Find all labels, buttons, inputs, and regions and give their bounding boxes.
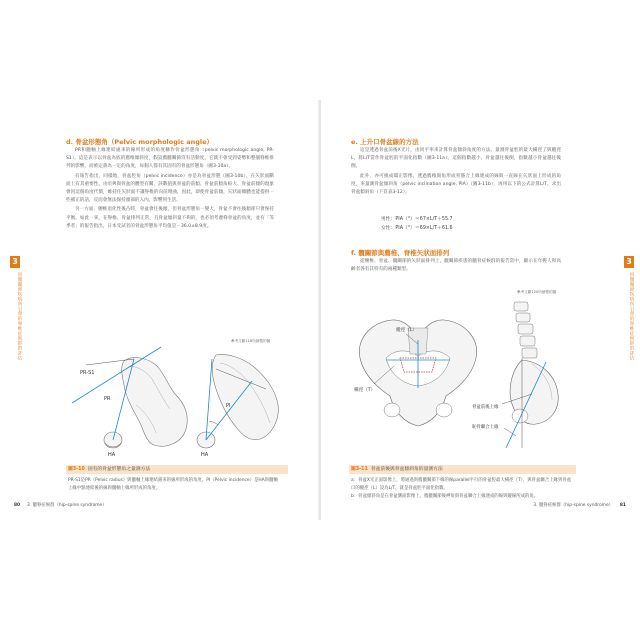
left-figure-source: 參考文獻116所繪製的圖 bbox=[231, 339, 271, 343]
right-paragraph-1: 這是透過骨盆前後X光片，由同平率來計算骨盆傾斜角度的方法。量測骨盆腔的最大橫徑了與縱徑L，將L/T當作骨盆腔的平面化指數（圖3-11a）。這個指數越小，骨盆越往後倒，指數越小骨盆越往後倒。 bbox=[351, 148, 561, 170]
frontal-pelvis-drawing bbox=[354, 320, 477, 426]
right-figure-note-b: b：骨盆傾斜角是在骨盆側面影像上，薦髖關節後岬角與骨盆聯合上緣連成的線與縱線所成的角。 bbox=[351, 494, 539, 499]
left-side-vertical-text: 因髖關節疾病所引發的脊椎症候群的評估 bbox=[17, 272, 22, 361]
right-figure-source: 參考文獻120所繪製的圖 bbox=[517, 290, 557, 294]
right-paragraph-3: 從腰椎、骨盆、髖關節的矢狀面排列上，髖關節疾患的髖骨症候群的報告當中，顯示在年輕人和高齡者各有其特有的兩種類型。 bbox=[351, 259, 561, 273]
left-paragraph-2: 有報告指出，同樣地，骨盆腔角（pelvic incidence）亦是為骨盆形態（圖3-10b），在矢狀面斷面上有其重要性。由於PI與骨盆的體型有關，該數值與骨盆的前傾、骨盆前傾角較大、骨盆前傾的現象會因這個角度代償，維持住矢狀面不讓脊椎的向前彎曲，因此，即使骨盆前傾，矢狀面總體也能提供一些補正的話，反而會無法保持頭部的入內，影響到生活。 bbox=[66, 173, 274, 204]
right-page bbox=[321, 100, 634, 520]
left-page bbox=[6, 100, 319, 520]
ha-vertical-line bbox=[206, 359, 212, 440]
left-paragraph-3: 另一方面，腰椎退化性後凸時，骨盆會往後傾，但骨盆形態角一變大，骨盆不會往後傾卻只會保持平衡。如此一來，在脊椎、骨盆排列正常，且骨盆傾斜量不夠的，也必須考慮脊骨盆的角度，並有「等季者」的報告指出，日本受試者的骨盆形態角平均值是－36.0±8.9度。 bbox=[66, 207, 274, 229]
left-chapter-tab: 3 bbox=[10, 256, 20, 268]
formula-female: 女性：PIA（°）＝69×L/T＋61.6 bbox=[381, 225, 453, 231]
book-spread bbox=[6, 100, 634, 520]
label-pr: PR bbox=[104, 396, 111, 402]
right-footer bbox=[533, 502, 626, 508]
left-body-text bbox=[66, 147, 274, 232]
label-pr-s1: PR-S1 bbox=[80, 370, 95, 376]
left-figure-caption bbox=[66, 465, 288, 474]
right-figure-note-a: a：骨盆X光正面影像上，將通過與薦髖關節下緣的線parallel平行的骨盆腔最大橫徑（T），與骨盆聯合上緣到骨盆口的縱徑（L）設為L/T，就是骨盆腔平面化指數。 bbox=[351, 478, 572, 491]
label-longitudinal: 縱徑（L） bbox=[396, 328, 417, 333]
right-body-text-2 bbox=[351, 258, 561, 275]
left-figure-note: PR-S1是PR（Pelvic radius）與髖軸上緣連結處來的線所形成的角度。PI（Pelvic incidence）是HA與髖軸上緣中點連結後的線與髖軸上緣所形成的角度。 bbox=[68, 478, 278, 491]
lateral-spine-pelvis-drawing bbox=[472, 302, 558, 448]
left-footer-title: 3. 髖脊症候群（hip-spine syndrome） bbox=[26, 503, 107, 508]
left-paragraph-1: PR和髖軸上緣連結處來的線所形成的角度稱作骨盆形態角（pelvic morphologic angle, PR-S1）。這是表示以骨盆為底的薦椎傾斜度，假設薦髖關節沒有活動度，它就不會受到姿勢和整個脊椎排列的影響，而被定義為一定的角度，每個人都有其固有的骨盆形態角（圖3-10a）。 bbox=[66, 148, 274, 170]
label-ha-right: HA bbox=[201, 452, 209, 458]
pelvic-inclination-figure bbox=[346, 298, 581, 458]
label-transverse: 橫徑（T） bbox=[354, 388, 376, 393]
left-figure-title: 固有的骨盆形態角之量測方法 bbox=[87, 467, 151, 472]
label-symphysis: 恥骨聯合上緣 bbox=[472, 425, 499, 430]
right-figure-title: 骨盆前後與骨盆傾斜角的量測方法 bbox=[370, 467, 443, 472]
formula-male: 男性：PIA（°）＝67×L/T＋55.7 bbox=[381, 217, 453, 222]
right-body-text bbox=[351, 147, 561, 198]
left-figure-number: 圖3-10 bbox=[68, 467, 85, 472]
formula-block bbox=[381, 216, 453, 233]
right-page-number: 81 bbox=[619, 503, 626, 508]
pelvis-outline-right bbox=[212, 355, 278, 440]
left-section-heading: d. 骨盆形態角（Pelvic morphologic angle） bbox=[66, 138, 214, 146]
label-ha-left: HA bbox=[108, 452, 116, 458]
right-paragraph-2: 此外，亦可換成矯正影像，透過薦椎與角形成骨骼合上緣連成的線與一直線在矢狀面上形成的角度，來量測骨盆傾斜角（pelvic inclination angle, PIA）（圖3-11b），再用以下的公式計算L/T，求出骨盆傾斜角（下頁表3-12）。 bbox=[351, 173, 561, 196]
right-section-heading: e. 上升口骨盆線的方法 bbox=[351, 138, 419, 146]
right-chapter-tab: 3 bbox=[624, 256, 634, 268]
pelvic-morphologic-angle-figure bbox=[66, 345, 291, 460]
right-footer-title: 3. 髖脊症候群（hip-spine syndrome） bbox=[533, 503, 614, 508]
label-pi: PI bbox=[226, 403, 231, 409]
pelvis-outline-left bbox=[122, 358, 188, 447]
label-promontory: 骨盆前後上緣 bbox=[472, 405, 499, 410]
right-figure-number: 圖3-11 bbox=[351, 467, 368, 472]
left-page-number: 80 bbox=[14, 503, 21, 508]
left-footer bbox=[14, 502, 107, 508]
right-subheading: f. 髖關節與薦椎、脊椎矢狀面排列 bbox=[351, 249, 450, 257]
right-figure-caption bbox=[349, 465, 576, 474]
right-side-vertical-text: 因髖關節疾病所引發的脊椎症候群的評估 bbox=[629, 272, 634, 361]
